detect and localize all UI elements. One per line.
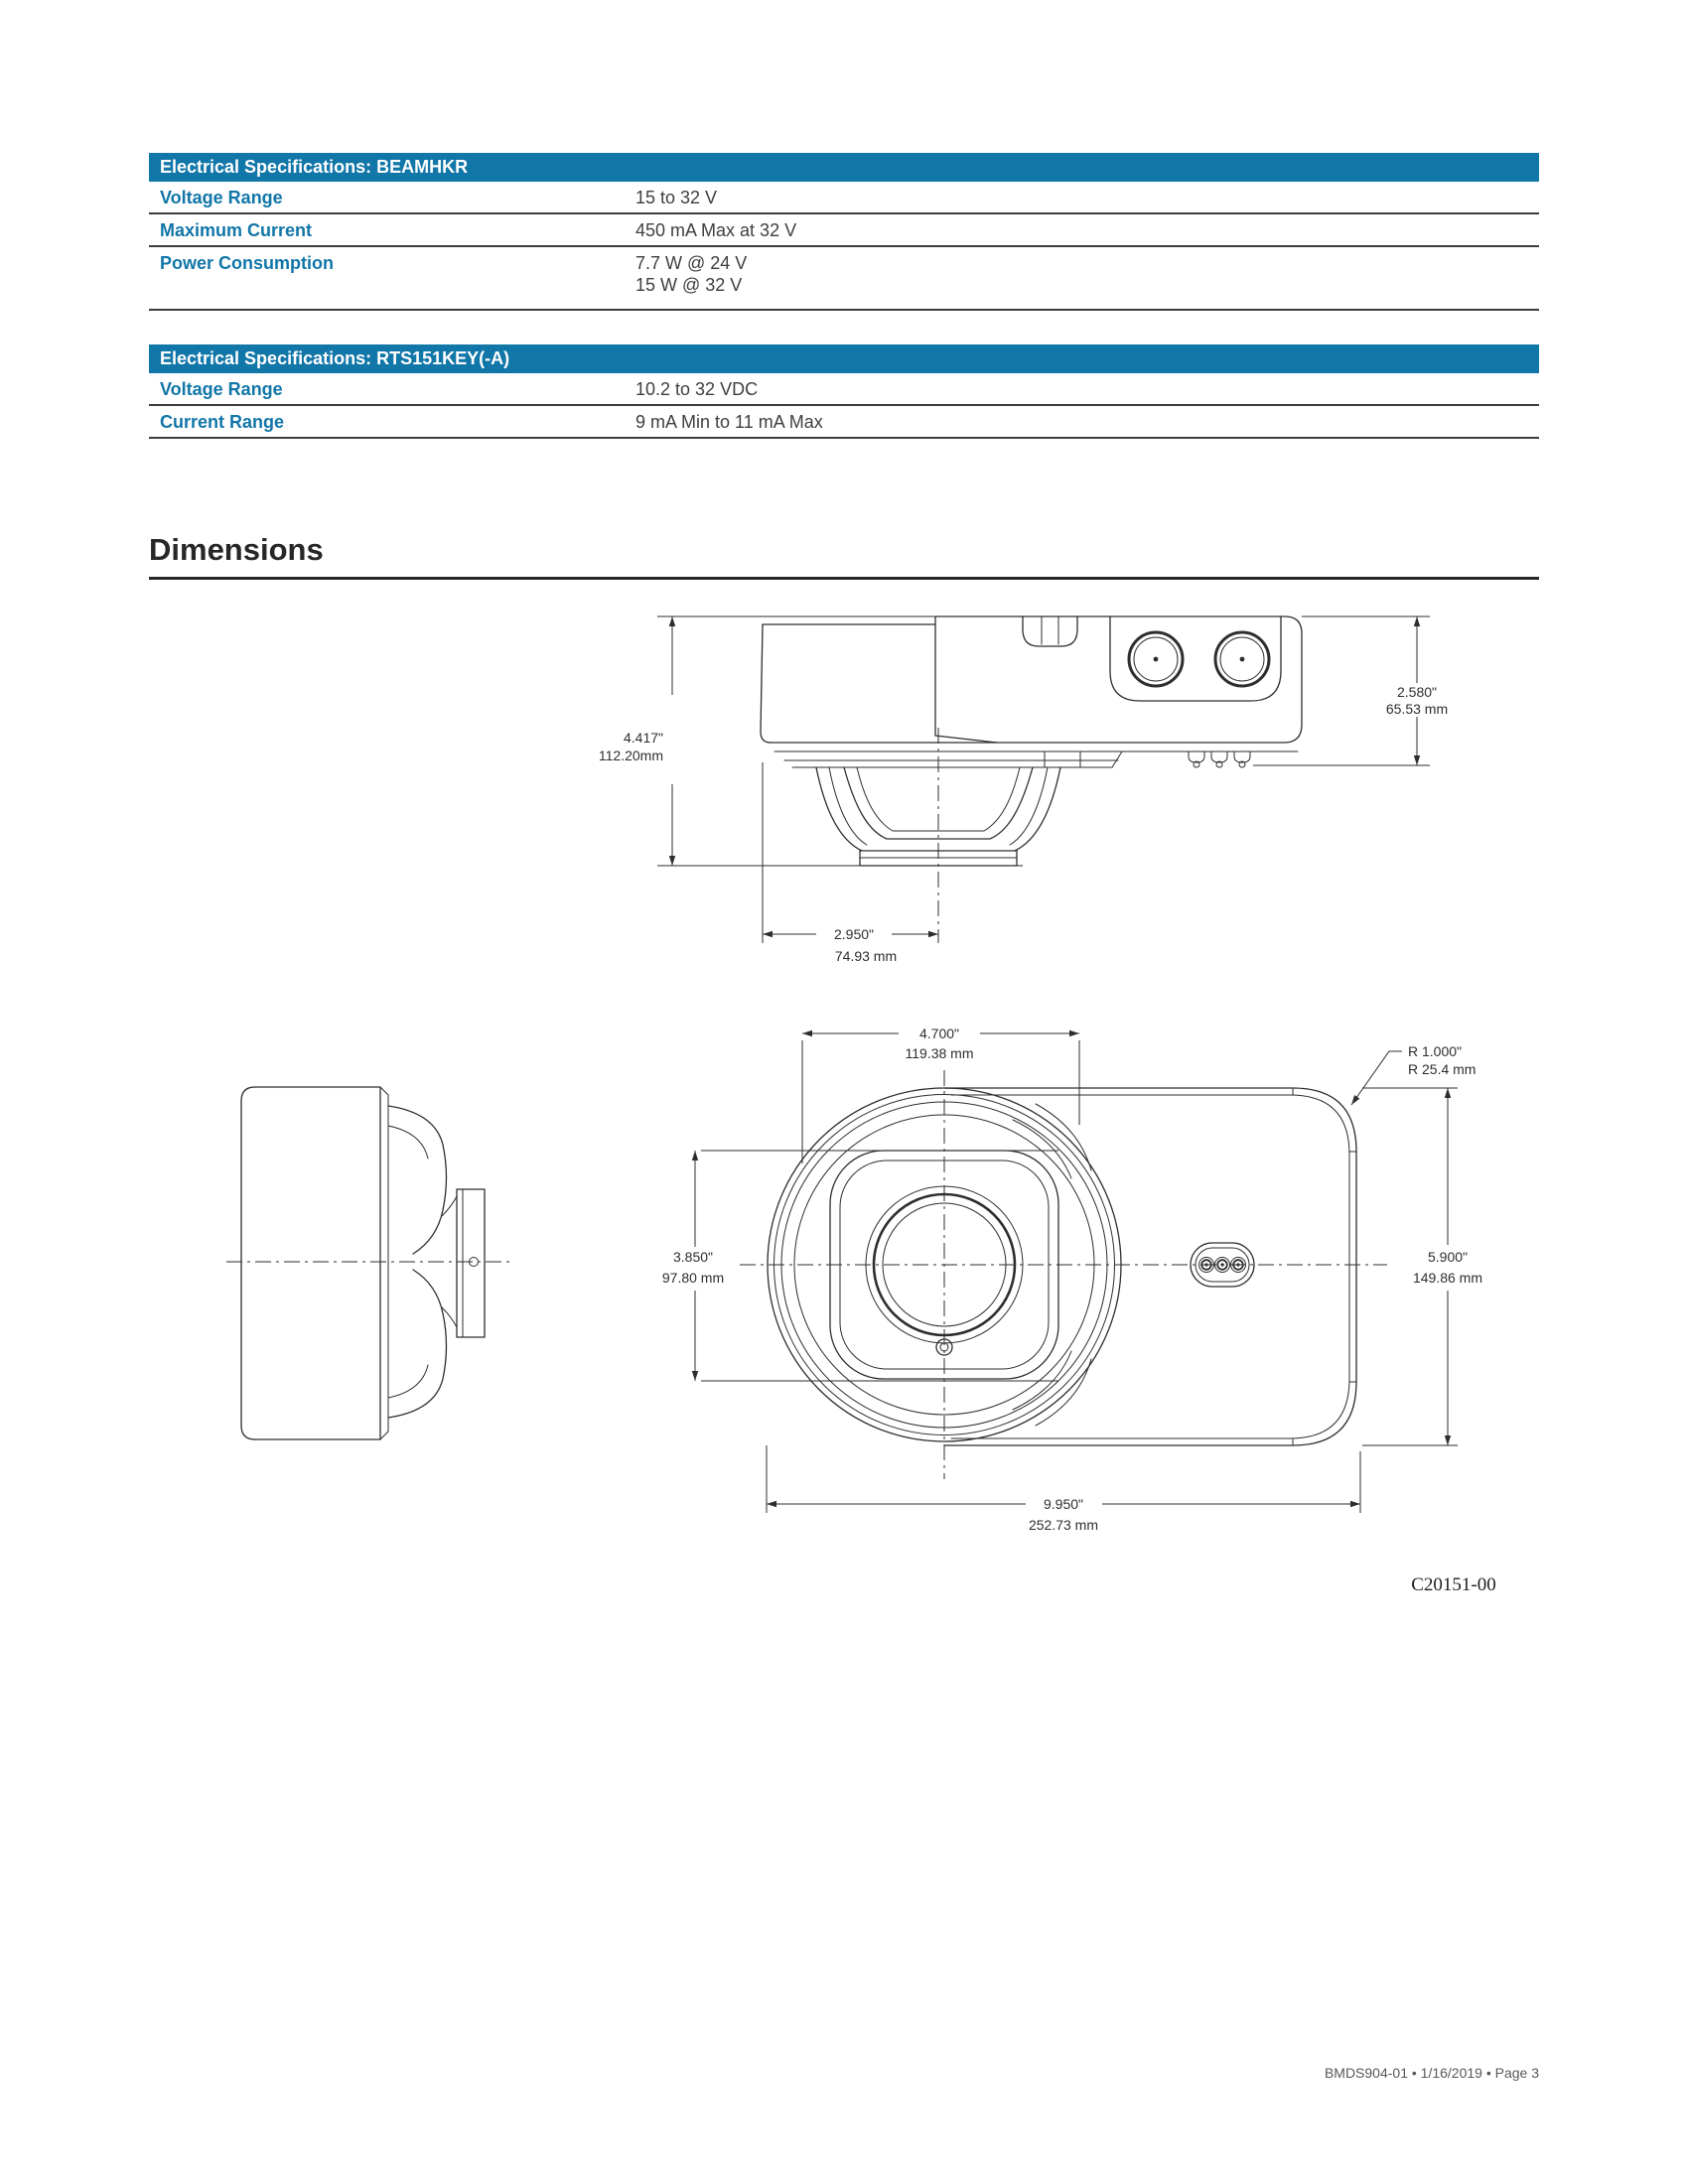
figure-code: C20151-00 (1411, 1574, 1496, 1595)
spec-table-beamhkr (149, 153, 1539, 311)
spec-table-header: Electrical Specifications: RTS151KEY(-A) (149, 344, 1539, 373)
dim-plate-height-in: 3.850" (672, 1249, 714, 1265)
dim-lens-offset-mm: 74.93 mm (834, 948, 898, 964)
dim-corner-radius-mm: R 25.4 mm (1408, 1061, 1477, 1077)
spec-value-line: 7.7 W @ 24 V (635, 253, 748, 273)
table-row (149, 247, 1539, 311)
spec-row-value: 15 to 32 V (635, 188, 718, 207)
table-row (149, 182, 1539, 214)
dim-plate-height-mm: 97.80 mm (661, 1270, 725, 1286)
spec-row-label: Power Consumption (160, 253, 334, 273)
table-row (149, 214, 1539, 247)
spec-row-value: 9 mA Min to 11 mA Max (635, 412, 823, 432)
spec-value-line: 15 W @ 32 V (635, 275, 743, 295)
spec-row-value: 10.2 to 32 VDC (635, 379, 759, 399)
spec-table-header: Electrical Specifications: BEAMHKR (149, 153, 1539, 182)
spec-row-label: Voltage Range (160, 379, 283, 399)
dim-corner-radius-in: R 1.000" (1408, 1043, 1463, 1059)
dim-body-height-in: 5.900" (1427, 1249, 1469, 1265)
spec-row-label: Voltage Range (160, 188, 283, 207)
spec-row-value: 450 mA Max at 32 V (635, 220, 797, 240)
dim-depth-mm: 65.53 mm (1385, 701, 1449, 717)
connector-pins (1189, 751, 1250, 767)
dimensions-technical-drawing (0, 596, 1688, 1628)
thumbscrew-knob (1215, 632, 1269, 686)
dim-height-in: 4.417" (623, 730, 663, 746)
thumbscrew-knob (1129, 632, 1183, 686)
table-row (149, 406, 1539, 439)
dim-lens-width-mm: 119.38 mm (905, 1045, 974, 1061)
dim-depth-in: 2.580" (1396, 684, 1438, 700)
spec-row-value (635, 252, 747, 296)
dim-height-mm: 112.20mm (598, 748, 663, 763)
spec-row-label: Maximum Current (160, 220, 313, 240)
dim-lens-width-in: 4.700" (918, 1025, 960, 1041)
dim-body-height-mm: 149.86 mm (1412, 1270, 1483, 1286)
page-footer: BMDS904-01 • 1/16/2019 • Page 3 (1324, 2065, 1539, 2081)
figure-top-view (662, 1025, 1482, 1533)
dim-overall-length-mm: 252.73 mm (1028, 1517, 1099, 1533)
dim-overall-length-in: 9.950" (1043, 1496, 1084, 1512)
spec-table-rts151key (149, 344, 1539, 439)
dim-lens-offset-in: 2.950" (833, 926, 875, 942)
table-row (149, 373, 1539, 406)
figure-side-elevation-view (599, 616, 1448, 964)
spec-row-label: Current Range (160, 412, 285, 432)
section-title-dimensions: Dimensions (149, 532, 1539, 580)
figure-side-profile-view (226, 1087, 512, 1439)
